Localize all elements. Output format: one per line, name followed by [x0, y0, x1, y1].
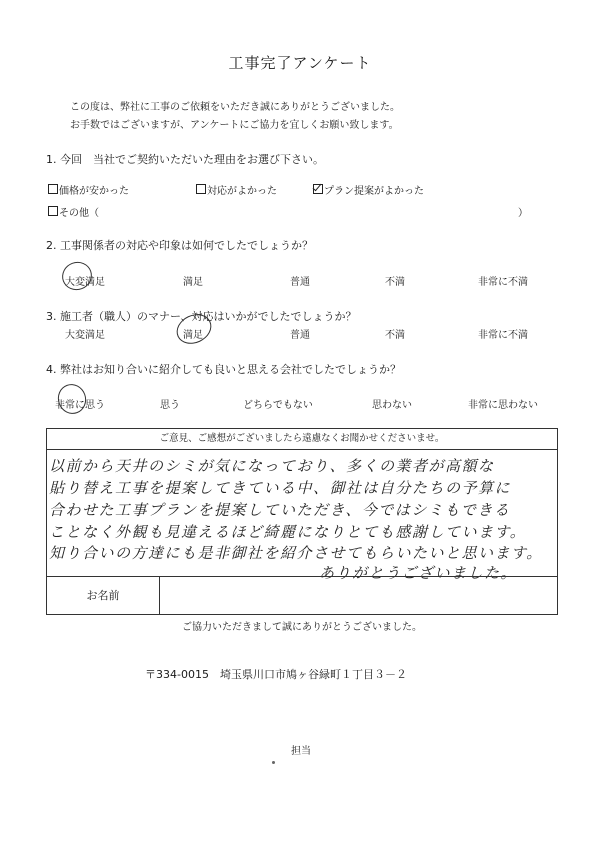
q2-option-very-dissatisfied[interactable]: 非常に不満 — [478, 277, 528, 288]
company-address: 〒334-0015 埼玉県川口市鳩ヶ谷緑町１丁目３－２ — [145, 668, 407, 681]
q4-option-agree[interactable]: 思う — [160, 400, 180, 411]
stray-mark — [272, 761, 275, 764]
name-label: お名前 — [47, 577, 160, 615]
q3-option-satisfied[interactable]: 満足 — [183, 330, 203, 341]
q4-option-disagree[interactable]: 思わない — [372, 400, 412, 411]
q4-option-strongly-agree[interactable]: 非常に思う — [55, 400, 105, 411]
survey-title: 工事完了アンケート — [228, 54, 372, 72]
q3-option-very-satisfied[interactable]: 大変満足 — [65, 330, 105, 341]
intro-line-2: お手数ではございますが、アンケートにご協力を宜しくお願い致します。 — [70, 120, 399, 131]
q2-option-very-satisfied[interactable]: 大変満足 — [65, 277, 105, 288]
tantou-label: 担当 — [291, 746, 311, 757]
question-2: 2. 工事関係者の対応や印象は如何でしたでしょうか？ — [46, 239, 313, 252]
selection-circle-mark — [58, 258, 96, 295]
comment-box — [46, 428, 558, 615]
q3-option-very-dissatisfied[interactable]: 非常に不満 — [478, 330, 528, 341]
comment-line-4: ことなく外観も見違えるほど綺麗になりとても感謝しています。 — [49, 523, 527, 541]
question-1: 1. 今回 当社でご契約いただいた理由をお選び下さい。 — [46, 153, 324, 166]
q1-other-close: ） — [518, 208, 528, 219]
comment-line-2: 貼り替え工事を提案してきている中、御社は自分たちの予算に — [49, 479, 512, 497]
question-3: 3. 施工者（職人）のマナー、対応はいかがでしたでしょうか？ — [46, 310, 357, 323]
q4-option-strongly-disagree[interactable]: 非常に思わない — [468, 400, 538, 411]
q2-option-neutral[interactable]: 普通 — [290, 277, 310, 288]
comment-line-5: 知り合いの方達にも是非御社を紹介させてもらいたいと思います。 — [49, 544, 543, 562]
checkbox-icon[interactable] — [48, 206, 58, 216]
q2-option-dissatisfied[interactable]: 不満 — [385, 277, 405, 288]
comment-line-6: ありがとうございました。 — [319, 564, 518, 582]
thanks-message: ご協力いただきまして誠にありがとうございました。 — [182, 622, 422, 633]
q3-option-neutral[interactable]: 普通 — [290, 330, 310, 341]
q1-option-other[interactable]: その他（ — [48, 204, 99, 219]
intro-line-1: この度は、弊社に工事のご依頼をいただき誠にありがとうございました。 — [70, 102, 400, 113]
checkbox-icon[interactable] — [196, 184, 206, 194]
q3-option-dissatisfied[interactable]: 不満 — [385, 330, 405, 341]
comment-header: ご意見、ご感想がございましたら遠慮なくお聞かせくださいませ。 — [47, 429, 557, 450]
question-4: 4. 弊社はお知り合いに紹介しても良いと思える会社でしたでしょうか？ — [46, 363, 401, 376]
checkbox-icon[interactable] — [48, 184, 58, 194]
q4-option-neutral[interactable]: どちらでもない — [243, 400, 313, 411]
q1-option-plan[interactable]: プラン提案がよかった — [313, 182, 424, 197]
comment-line-1: 以前から天井のシミが気になっており、多くの業者が高額な — [49, 457, 495, 475]
selection-circle-mark — [54, 380, 91, 418]
q1-option-service[interactable]: 対応がよかった — [196, 182, 277, 197]
comment-line-3: 合わせた工事プランを提案していただき、今ではシミもできる — [49, 501, 511, 519]
q1-option-price[interactable]: 価格が安かった — [48, 182, 129, 197]
name-row — [47, 576, 557, 615]
q2-option-satisfied[interactable]: 満足 — [183, 277, 203, 288]
checked-checkbox-icon[interactable] — [313, 184, 323, 194]
